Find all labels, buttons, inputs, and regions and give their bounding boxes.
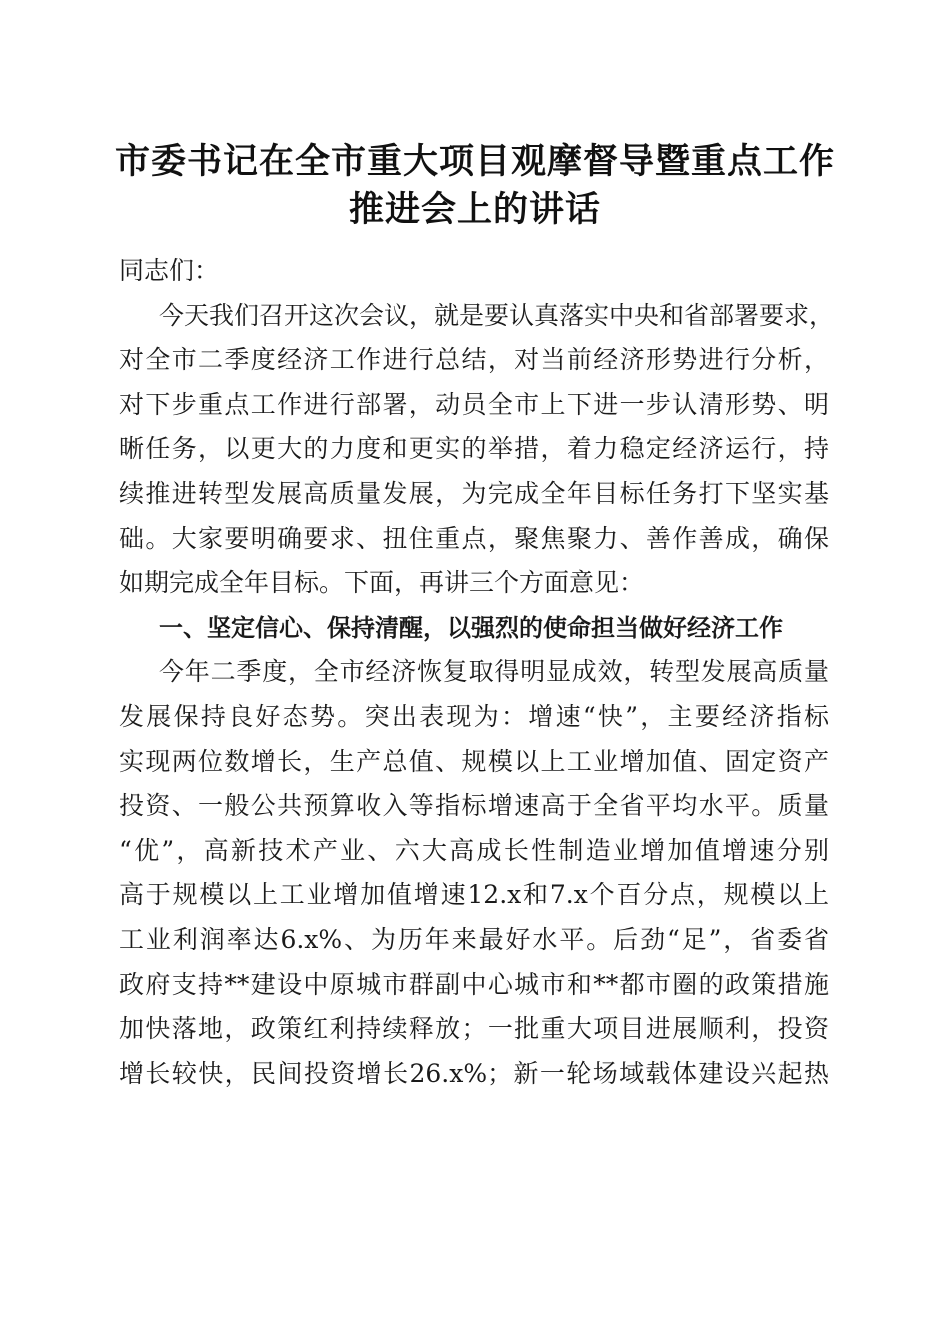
paragraph-2-line: 投资、一般公共预算收入等指标增速高于全省平均水平。质量 xyxy=(119,791,829,821)
paragraph-2-line: 政府支持**建设中原城市群副中心城市和**都市圈的政策措施 xyxy=(119,969,829,999)
paragraph-1-line: 晰任务，以更大的力度和更实的举措，着力稳定经济运行，持 xyxy=(119,434,829,464)
paragraph-2-line: 实现两位数增长，生产总值、规模以上工业增加值、固定资产 xyxy=(119,746,829,776)
paragraph-1-line: 如期完成全年目标。下面，再讲三个方面意见： xyxy=(119,568,645,598)
salutation: 同志们： xyxy=(119,256,220,285)
paragraph-1-line: 续推进转型发展高质量发展，为完成全年目标任务打下坚实基 xyxy=(119,478,829,508)
title-line-1: 市委书记在全市重大项目观摩督导暨重点工作 xyxy=(114,142,835,182)
paragraph-2-line: 高于规模以上工业增加值增速12.x和7.x个百分点，规模以上 xyxy=(119,880,829,910)
paragraph-2-line: 增长较快，民间投资增长26.x%；新一轮场域载体建设兴起热 xyxy=(119,1058,829,1088)
paragraph-1-line: 对下步重点工作进行部署，动员全市上下进一步认清形势、明 xyxy=(119,389,829,419)
paragraph-2-line: 发展保持良好态势。突出表现为：增速“快”，主要经济指标 xyxy=(119,701,829,731)
document-title xyxy=(100,138,850,234)
paragraph-2-line: 工业利润率达6.x%、为历年来最好水平。后劲“足”，省委省 xyxy=(119,924,829,954)
paragraph-1-line: 今天我们召开这次会议，就是要认真落实中央和省部署要求， xyxy=(159,300,835,330)
document-body xyxy=(119,249,835,1096)
paragraph-2-line: 今年二季度，全市经济恢复取得明显成效，转型发展高质量 xyxy=(159,657,829,687)
paragraph-1-line: 础。大家要明确要求、扭住重点，聚焦聚力、善作善成，确保 xyxy=(119,523,829,553)
section-1-heading: 一、坚定信心、保持清醒，以强烈的使命担当做好经济工作 xyxy=(159,613,783,642)
paragraph-2-line: 加快落地，政策红利持续释放；一批重大项目进展顺利，投资 xyxy=(119,1014,829,1044)
paragraph-1-line: 对全市二季度经济工作进行总结，对当前经济形势进行分析， xyxy=(119,345,829,375)
title-line-2: 推进会上的讲话 xyxy=(348,190,601,230)
paragraph-2-line: “优”，高新技术产业、六大高成长性制造业增加值增速分别 xyxy=(119,835,829,865)
